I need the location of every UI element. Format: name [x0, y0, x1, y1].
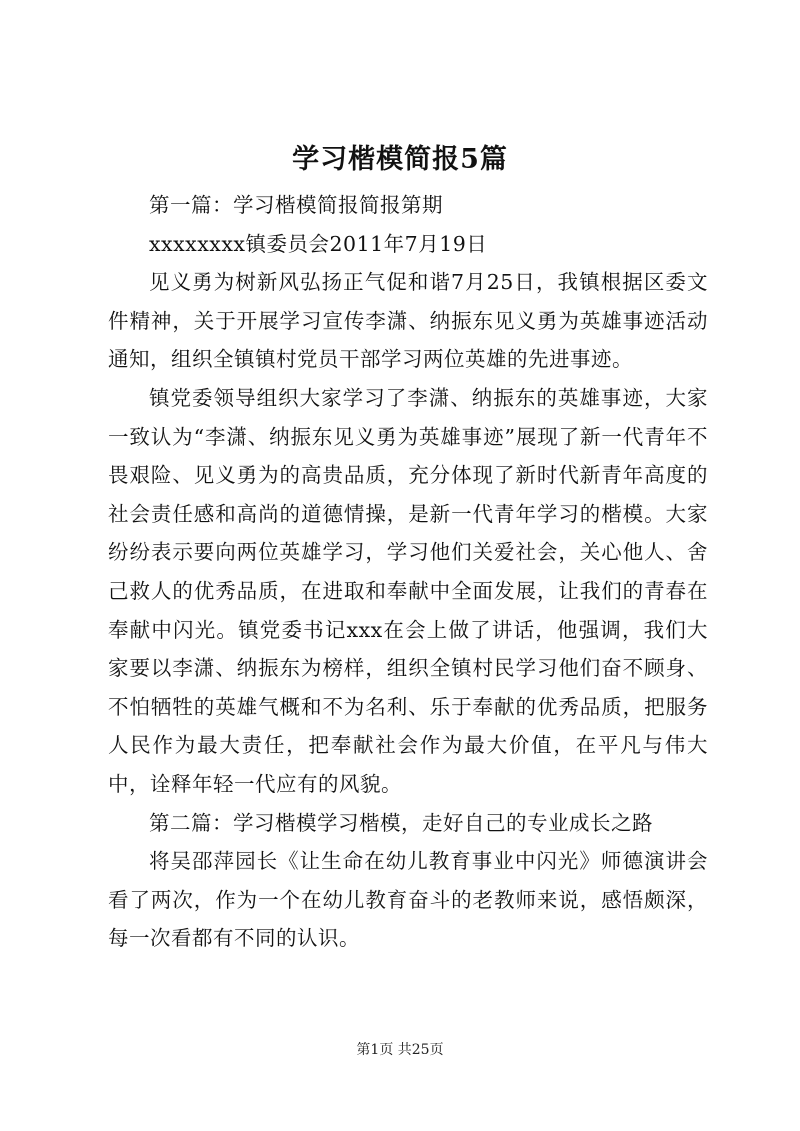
issuer-date-line: xxxxxxxx镇委员会2011年7月19日: [149, 231, 488, 256]
document-body: [108, 186, 708, 958]
body-paragraph: 见义勇为树新风弘扬正气促和谐7月25日，我镇根据区委文件精神，关于开展学习宣传李潇、纳振东见义勇为英雄事迹活动通知，组织全镇镇村党员干部学习两位英雄的先进事迹。: [108, 270, 708, 372]
page-footer: [0, 1038, 800, 1062]
page-number-label: 第1页 共25页: [356, 1042, 444, 1058]
document-title: 学习楷模简报5篇: [292, 144, 508, 175]
section-heading-2: 第二篇：学习楷模学习楷模，走好自己的专业成长之路: [149, 810, 653, 835]
section-heading-1: 第一篇：学习楷模简报简报第期: [149, 193, 443, 217]
body-paragraph: 镇党委领导组织大家学习了李潇、纳振东的英雄事迹，大家一致认为“李潇、纳振东见义勇为英雄事迹”展现了新一代青年不畏艰险、见义勇为的高贵品质，充分体现了新时代新青年高度的社会责任感和高尚的道德情操，是新一代青年学习的楷模。大家纷纷表示要向两位英雄学习，学习他们关爱社会，关心他人、舍己救人的优秀品质，在进取和奉献中全面发展，让我们的青春在奉献中闪光。镇党委书记xxx在会上做了讲话，他强调，我们大家要以李潇、纳振东为榜样，组织全镇村民学习他们奋不顾身、不怕牺牲的英雄气概和不为名利、乐于奉献的优秀品质，把服务人民作为最大责任，把奉献社会作为最大价值，在平凡与伟大中，诠释年轻一代应有的风貌。: [108, 385, 708, 796]
body-paragraph: 将吴邵萍园长《让生命在幼儿教育事业中闪光》师德演讲会看了两次，作为一个在幼儿教育奋斗的老教师来说，感悟颇深，每一次看都有不同的认识。: [108, 849, 708, 951]
